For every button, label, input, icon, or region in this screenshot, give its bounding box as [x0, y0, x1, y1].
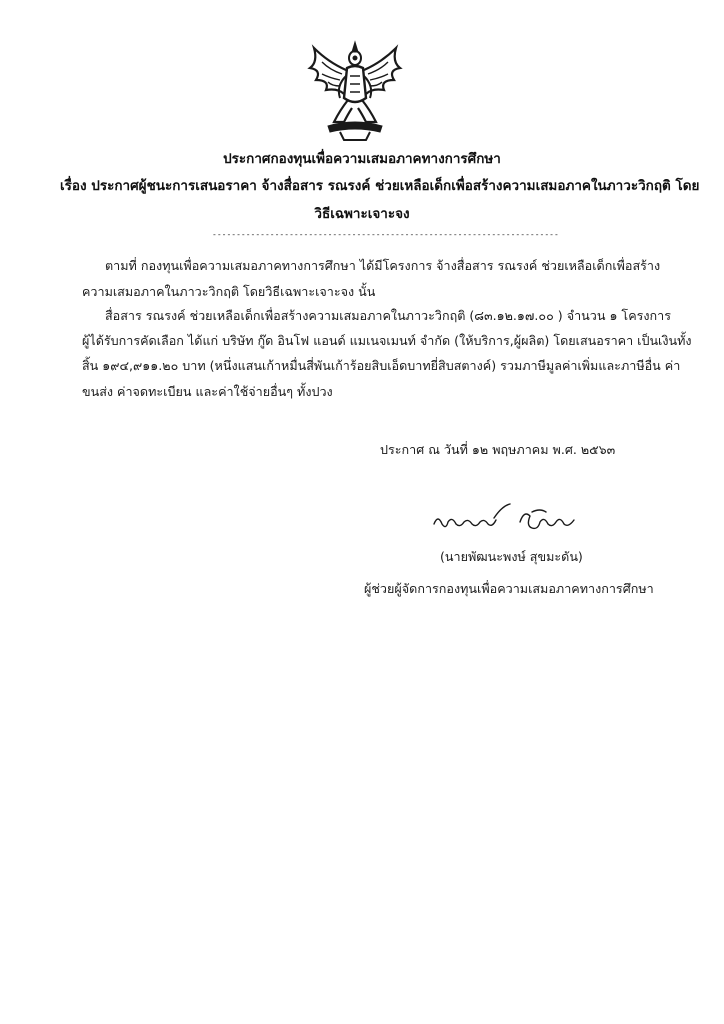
announcement-date: ประกาศ ณ วันที่ ๑๒ พฤษภาคม พ.ศ. ๒๕๖๓ [380, 442, 616, 457]
body-paragraph-line: ผู้ได้รับการคัดเลือก ได้แก่ บริษัท กู๊ด อินโฟ แอนด์ แมเนจเมนท์ จำกัด (ให้บริการ,ผู้ผลิต) โดยเสนอราคา เป็นเงินทั้ง [82, 333, 692, 348]
body-paragraph-line: ความเสมอภาคในภาวะวิกฤติ โดยวิธีเฉพาะเจาะจง นั้น [82, 284, 376, 299]
signer-position: ผู้ช่วยผู้จัดการกองทุนเพื่อความเสมอภาคทางการศึกษา [364, 581, 654, 596]
signature-image [432, 500, 582, 540]
body-paragraph-line: ขนส่ง ค่าจดทะเบียน และค่าใช้จ่ายอื่นๆ ทั้งปวง [82, 384, 333, 399]
document-subject: เรื่อง ประกาศผู้ชนะการเสนอราคา จ้างสื่อสาร รณรงค์ ช่วยเหลือเด็กเพื่อสร้างความเสมอภาคในภาวะวิกฤติ โดย [60, 178, 700, 194]
document-subject-continued: วิธีเฉพาะเจาะจง [314, 206, 410, 222]
divider-line: ------------------------------------------------------------------------ [212, 230, 559, 239]
body-paragraph-line: สิ้น ๑๙๔,๙๑๑.๒๐ บาท (หนึ่งแสนเก้าหมื่นสี่พันเก้าร้อยสิบเอ็ดบาทยี่สิบสตางค์) รวมภาษีมูลค่าเพิ่มและภาษีอื่น ค่า [82, 358, 681, 373]
garuda-emblem-icon [300, 36, 410, 146]
document-title: ประกาศกองทุนเพื่อความเสมอภาคทางการศึกษา [223, 151, 501, 167]
body-paragraph-line: สื่อสาร รณรงค์ ช่วยเหลือเด็กเพื่อสร้างความเสมอภาคในภาวะวิกฤติ (๘๓.๑๒.๑๗.๐๐ ) จำนวน ๑ โครงการ [105, 308, 671, 323]
signer-name: (นายพัฒนะพงษ์ สุขมะดัน) [440, 549, 583, 564]
body-paragraph-line: ตามที่ กองทุนเพื่อความเสมอภาคทางการศึกษา ได้มีโครงการ จ้างสื่อสาร รณรงค์ ช่วยเหลือเด็กเพื่อสร้าง [105, 258, 661, 273]
